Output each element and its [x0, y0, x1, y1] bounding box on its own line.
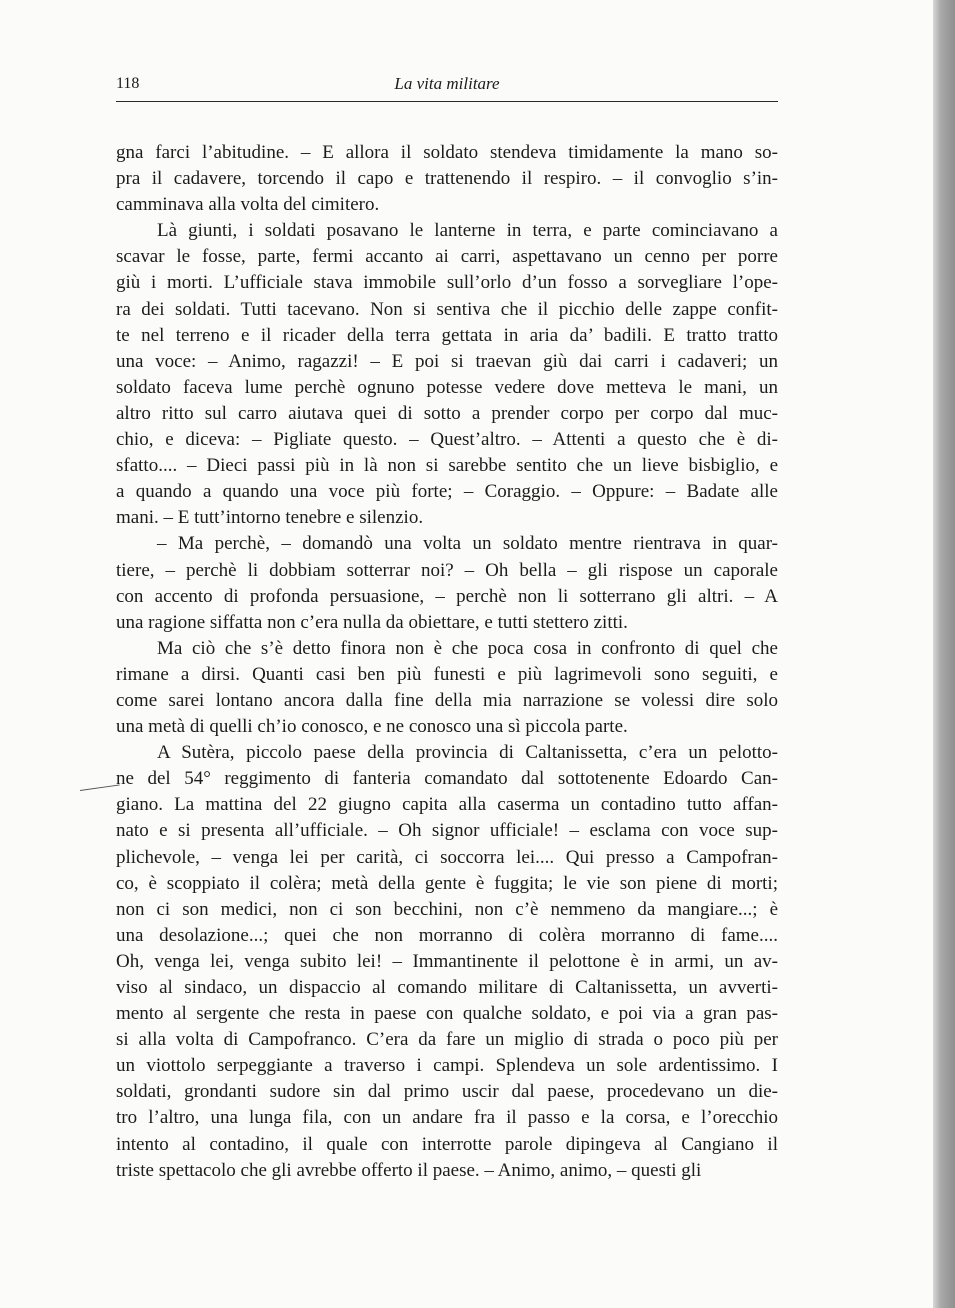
body-text [116, 140, 778, 1184]
text-line: Oh, venga lei, venga subito lei! – Immantinente il pelottone è in armi, un av- [116, 950, 778, 972]
text-line: un viottolo serpeggiante a traverso i campi. Splendeva un sole ardentissimo. I [116, 1055, 778, 1077]
text-line: mento al sergente che resta in paese con qualche soldato, e poi via a gran pas- [116, 1003, 778, 1025]
page-number: 118 [116, 75, 140, 92]
text-line: una voce: – Animo, ragazzi! – E poi si traevan giù dai carri i cadaveri; un [116, 350, 778, 372]
text-line: ra dei soldati. Tutti tacevano. Non si sentiva che il picchio delle zappe confit- [116, 298, 778, 320]
text-line: viso al sindaco, un dispaccio al comando militare di Caltanissetta, un avverti- [116, 977, 778, 998]
paragraph [116, 531, 778, 635]
text-line: una ragione siffatta non c’era nulla da obiettare, e tutti stettero zitti. [116, 611, 628, 633]
text-line: ne del 54° reggimento di fanteria comandato dal sottotenente Edoardo Can- [116, 768, 778, 790]
text-line: plichevole, – venga lei per carità, ci soccorra lei.... Qui presso a Campofran- [116, 846, 778, 868]
text-line: sfatto.... – Dieci passi più in là non si sarebbe sentito che un lieve bisbiglio, e [116, 455, 778, 477]
text-line: con accento di profonda persuasione, – perchè non li sotterrano gli altri. – A [116, 585, 778, 607]
text-line: una metà di quelli ch’io conosco, e ne conosco una sì piccola parte. [116, 716, 628, 738]
text-line: Ma ciò che s’è detto finora non è che poca cosa in confronto di quel che [157, 637, 778, 659]
text-line: nato e si presenta all’ufficiale. – Oh signor ufficiale! – esclama con voce sup- [116, 820, 778, 842]
margin-pencil-mark [80, 784, 120, 791]
text-line: giù i morti. L’ufficiale stava immobile sull’orlo d’un fosso a sorvegliare l’ope- [116, 272, 778, 294]
paragraph [116, 740, 778, 1184]
text-line: gna farci l’abitudine. – E allora il soldato stendeva timidamente la mano so- [116, 142, 778, 163]
text-line: triste spettacolo che gli avrebbe offerto il paese. – Animo, animo, – questi gli [116, 1159, 702, 1181]
text-line: tiere, – perchè li dobbiam sotterrar noi? – Oh bella – gli rispose un caporale [116, 559, 778, 581]
paragraph [116, 218, 778, 531]
text-line: A Sutèra, piccolo paese della provincia di Caltanissetta, c’era un pelotto- [157, 742, 778, 764]
paragraph [116, 140, 778, 218]
text-line: soldati, grondanti sudore sin dal primo uscir dal paese, procedevano un die- [116, 1081, 778, 1103]
text-line: Là giunti, i soldati posavano le lanterne in terra, e parte cominciavano a [157, 220, 778, 242]
text-line: altro ritto sul carro aiutava quei di sotto a prender corpo per corpo dal muc- [116, 402, 778, 424]
paragraph [116, 636, 778, 740]
text-line: scavar le fosse, parte, fermi accanto ai carri, aspettavano un cenno per porre [116, 246, 778, 268]
text-line: chio, e diceva: – Pigliate questo. – Quest’altro. – Attenti a questo che è di- [116, 429, 778, 451]
text-line: una desolazione...; quei che non morranno di colèra morranno di fame.... [116, 924, 778, 946]
page-header [116, 71, 778, 102]
text-line: rimane a dirsi. Quanti casi ben più funesti e più lagrimevoli sono seguiti, e [116, 663, 778, 685]
text-line: soldato faceva lume perchè ognuno potesse vedere dove metteva le mani, un [116, 376, 778, 398]
text-line: a quando a quando una voce più forte; – Coraggio. – Oppure: – Badate alle [116, 481, 778, 503]
text-line: co, è scoppiato il colèra; metà della gente è fuggita; le vie son piene di morti; [116, 872, 778, 894]
text-line: tro l’altro, una lunga fila, con un andare fra il passo e la corsa, e l’orecchio [116, 1107, 778, 1129]
text-line: giano. La mattina del 22 giugno capita alla caserma un contadino tutto affan- [116, 794, 778, 816]
text-line: pra il cadavere, torcendo il capo e trattenendo il respiro. – il convoglio s’in- [116, 168, 778, 190]
scan-edge [933, 0, 955, 1308]
text-line: mani. – E tutt’intorno tenebre e silenzio. [116, 507, 424, 529]
text-line: te nel terreno e il ricader della terra gettata in aria da’ badili. E tratto tratto [116, 324, 778, 346]
text-line: si alla volta di Campofranco. C’era da fare un miglio di strada o poco più per [116, 1029, 778, 1051]
text-line: – Ma perchè, – domandò una volta un soldato mentre rientrava in quar- [157, 533, 778, 555]
text-line: intento al contadino, il quale con interrotte parole dipingeva al Cangiano il [116, 1133, 778, 1155]
running-title: La vita militare [394, 74, 500, 93]
text-line: camminava alla volta del cimitero. [116, 194, 380, 216]
text-line: come sarei lontano ancora dalla fine della mia narrazione se volessi dire solo [116, 689, 778, 711]
text-line: non ci son medici, non ci son becchini, non c’è nemmeno da mangiare...; è [116, 898, 778, 920]
